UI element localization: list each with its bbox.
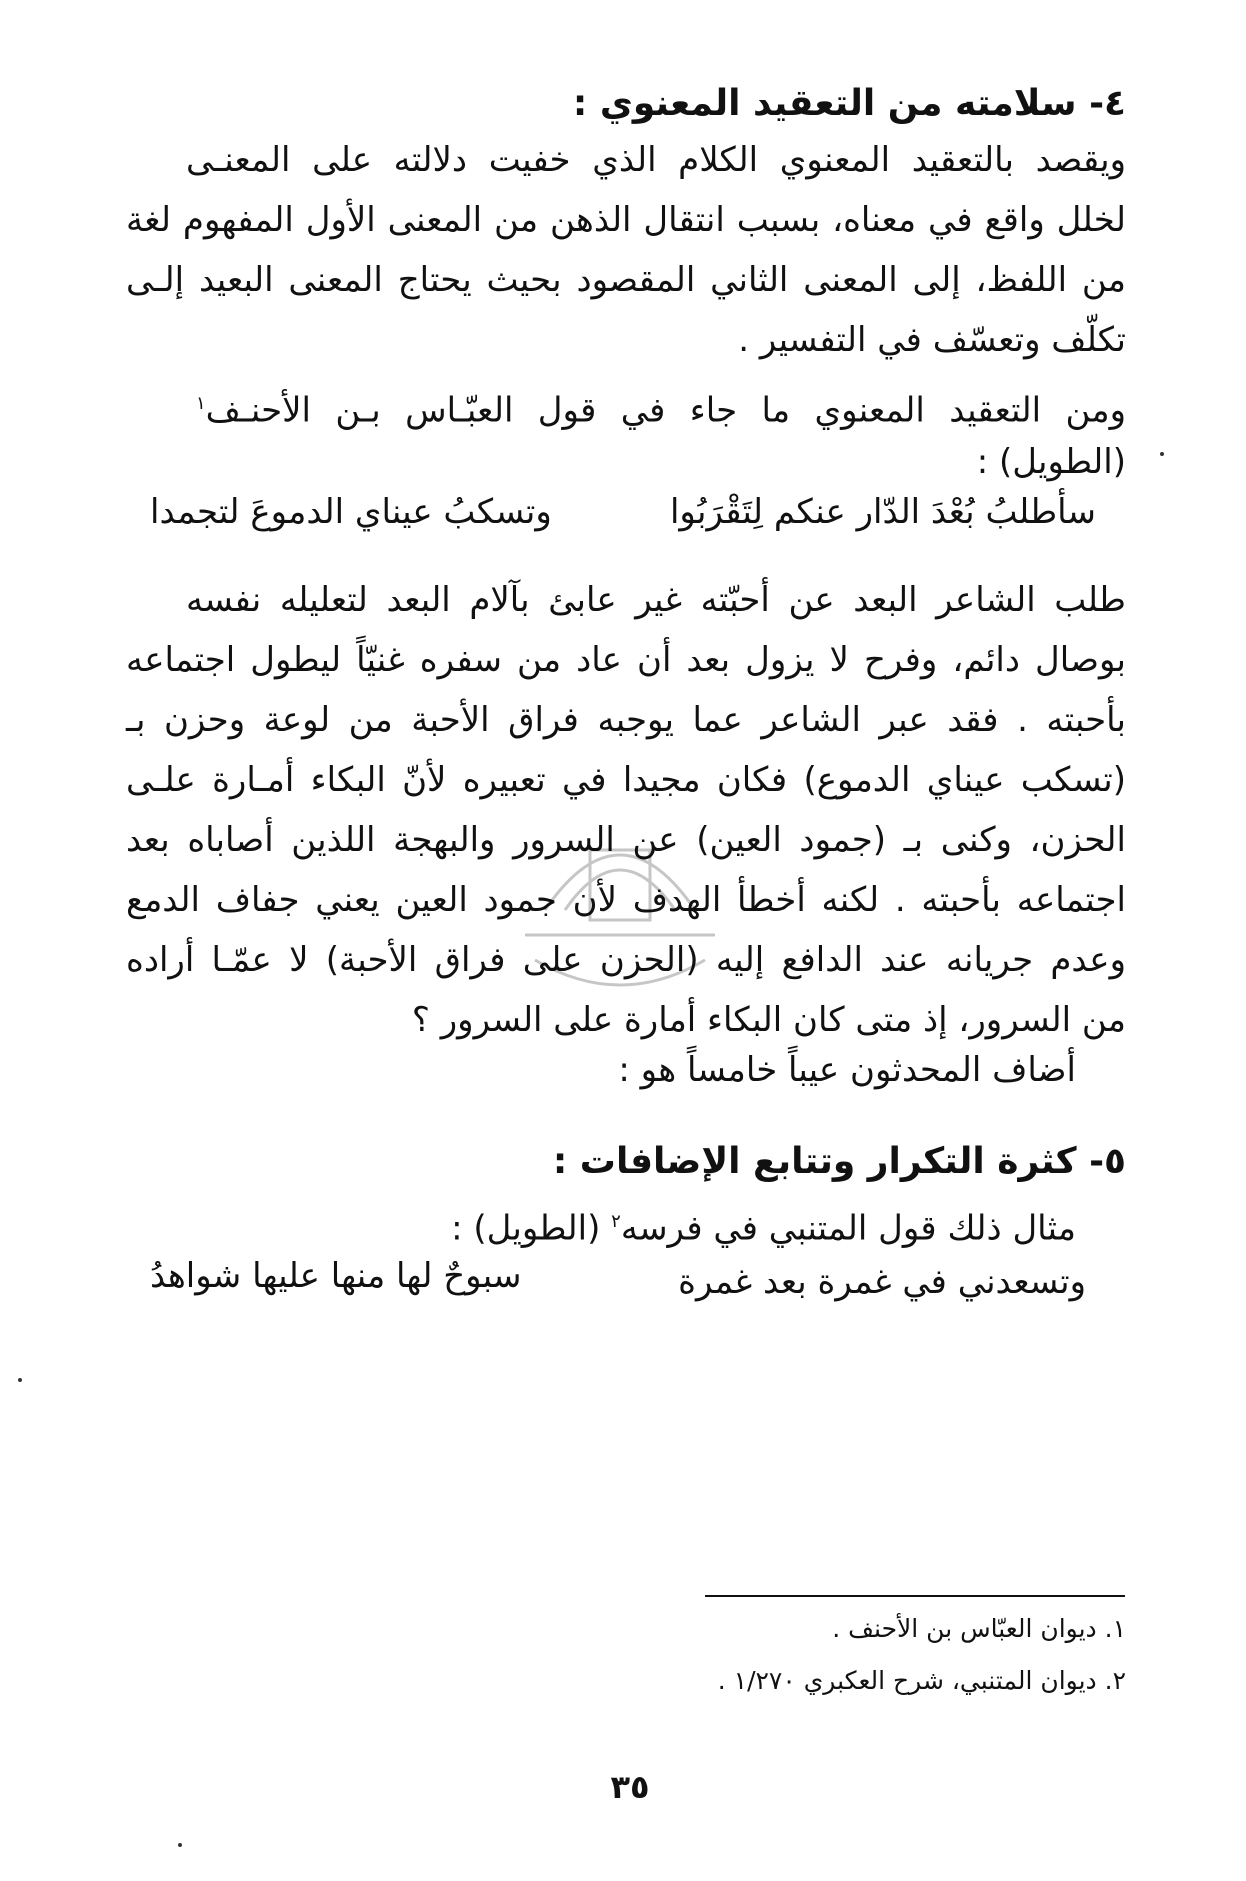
verse-hemistich-first: وتسعدني في غمرة بعد غمرة (678, 1262, 1086, 1302)
verse-hemistich-second: سبوحٌ لها منها عليها شواهدُ (150, 1256, 522, 1296)
paragraph-line: الحزن، وكنى بـ (جمود العين) عن السرور والبهجة اللذين أصاباه بعد (126, 820, 1126, 860)
paragraph-line (196, 382, 1126, 432)
footnote-ref: ٢ (611, 1211, 621, 1232)
footnote: ١. ديوان العبّاس بن الأحنف . (832, 1614, 1126, 1643)
scan-speck (1160, 452, 1164, 456)
paragraph-line: وعدم جريانه عند الدافع إليه (الحزن على فراق الأحبة) لا عمّـا أراده (126, 940, 1126, 980)
paragraph-line: أضاف المحدثون عيباً خامساً هو : (618, 1050, 1076, 1090)
meter-label: (الطويل) : (976, 442, 1126, 482)
paragraph-line: لخلل واقع في معناه، بسبب انتقال الذهن من المعنى الأول المفهوم لغة (126, 200, 1126, 240)
paragraph-line: اجتماعه بأحبته . لكنه أخطأ الهدف لأن جمود العين يعني جفاف الدمع (126, 880, 1126, 920)
section-heading-5: ٥- كثرة التكرار وتتابع الإضافات : (552, 1141, 1126, 1182)
paragraph-line: من اللفظ، إلى المعنى الثاني المقصود بحيث يحتاج المعنى البعيد إلـى (126, 260, 1126, 300)
footnote-ref: ١ (196, 393, 206, 414)
section-heading-4: ٤- سلامته من التعقيد المعنوي : (572, 83, 1126, 124)
paragraph-line (451, 1200, 1076, 1250)
paragraph-line: طلب الشاعر البعد عن أحبّته غير عابئ بآلام البعد لتعليله نفسه (186, 580, 1126, 620)
page-number: ٣٥ (610, 1768, 650, 1806)
paragraph-text: ومن التعقيد المعنوي ما جاء في قول العبّـاس بـن الأحنـف (205, 390, 1126, 431)
scan-speck (178, 1843, 182, 1847)
library-stamp-watermark (505, 790, 735, 1010)
paragraph-line: بوصال دائم، وفرح لا يزول بعد أن عاد من سفره غنيّاً ليطول اجتماعه (126, 640, 1126, 680)
footnote: ٢. ديوان المتنبي، شرح العكبري ١/٢٧٠ . (717, 1666, 1126, 1695)
paragraph-line: ويقصد بالتعقيد المعنوي الكلام الذي خفيت دلالته على المعنـى (186, 140, 1126, 180)
scan-speck (18, 1378, 22, 1382)
footnote-separator (705, 1595, 1125, 1597)
paragraph-line: تكلّف وتعسّف في التفسير . (738, 320, 1126, 360)
meter-label: (الطويل) : (451, 1208, 601, 1249)
paragraph-text: مثال ذلك قول المتنبي في فرسه (620, 1208, 1076, 1249)
verse-hemistich-second: وتسكبُ عيناي الدموعَ لتجمدا (150, 492, 552, 532)
verse-hemistich-first: سأطلبُ بُعْدَ الدّار عنكم لِتَقْرَبُوا (669, 492, 1096, 532)
paragraph-line: بأحبته . فقد عبر الشاعر عما يوجبه فراق الأحبة من لوعة وحزن بـ (126, 700, 1126, 740)
paragraph-line: من السرور، إذ متى كان البكاء أمارة على السرور ؟ (411, 1000, 1126, 1040)
paragraph-line: (تسكب عيناي الدموع) فكان مجيدا في تعبيره لأنّ البكاء أمـارة علـى (126, 760, 1126, 800)
